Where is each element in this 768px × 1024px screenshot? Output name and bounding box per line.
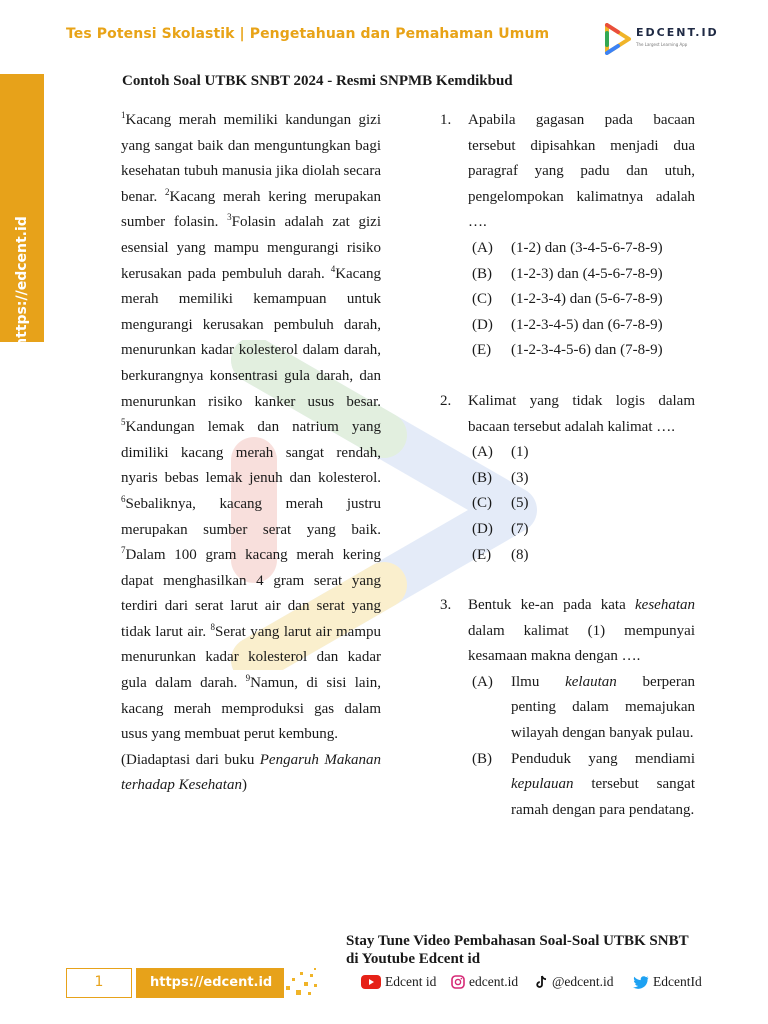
passage-source: [121, 748, 381, 799]
option-label: (A): [472, 444, 493, 461]
question-text: [468, 593, 695, 670]
option-text: (7): [511, 520, 529, 537]
edcent-logo-icon: [604, 23, 632, 55]
option-text-part: tersebut sangat ramah dengan para pendatang.: [511, 776, 695, 818]
sentence: Kandungan lemak dan natrium yang dimiliki kacang merah sangat rendah, nyaris bebas lemak jenuh dan kolesterol.: [121, 419, 381, 487]
option-label: (C): [472, 291, 492, 308]
spacer: [440, 364, 695, 389]
instagram-handle: edcent.id: [469, 974, 519, 989]
document-title: Contoh Soal UTBK SNBT 2024 - Resmi SNPMB Kemdikbud: [122, 73, 513, 89]
page-number: 1: [66, 968, 132, 998]
option-a[interactable]: [468, 670, 695, 747]
sentence: Kacang merah memiliki kemampuan untuk mengurangi kerusakan pembuluh darah, menurunkan kadar kolesterol dalam darah, berkurangnya konsentrasi gula darah, dan menurunkan risiko kanker usus besar.: [121, 265, 381, 410]
twitter-handle: EdcentId: [653, 974, 702, 989]
youtube-icon: [361, 975, 381, 989]
option-text-italic: kepulauan: [511, 776, 574, 793]
footer-decoration-icon: [284, 966, 320, 1000]
source-title: Pengaruh Makanan terhadap Kesehatan: [121, 751, 381, 794]
option-list: [468, 236, 695, 364]
option-label: (A): [472, 239, 493, 256]
sentence-number: 9: [245, 673, 251, 684]
option-e[interactable]: [468, 543, 695, 569]
option-text: [511, 670, 695, 747]
option-label: (D): [472, 316, 493, 333]
question-3: [440, 593, 695, 823]
footer-url-link[interactable]: https://edcent.id: [136, 968, 284, 998]
sentence: Kacang merah kering merupakan sumber folasin.: [121, 188, 382, 231]
promo-line-1: Stay Tune Video Pembahasan Soal-Soal UTBK SNBT: [346, 933, 689, 949]
twitter-icon: [633, 976, 649, 989]
option-text: (1-2) dan (3-4-5-6-7-8-9): [511, 239, 663, 256]
sentence-number: 5: [121, 417, 126, 428]
question-text: Kalimat yang tidak logis dalam bacaan tersebut adalah kalimat ….: [468, 392, 695, 435]
option-text: (5): [511, 495, 529, 512]
source-prefix: (Diadaptasi dari buku: [121, 751, 260, 768]
sentence-number: 1: [121, 110, 126, 120]
option-a[interactable]: [468, 440, 695, 466]
question-column: [440, 108, 695, 823]
promo-text: [346, 932, 746, 968]
passage-text: [121, 108, 381, 748]
tiktok-handle: @edcent.id: [552, 974, 614, 989]
option-e[interactable]: [468, 338, 695, 364]
option-text: [511, 747, 695, 824]
option-text: (3): [511, 469, 529, 486]
question-text-part: Bentuk ke-an pada kata: [468, 597, 636, 614]
option-text: (1-2-3) dan (4-5-6-7-8-9): [511, 265, 663, 282]
option-a[interactable]: [468, 236, 695, 262]
edcent-logo[interactable]: [604, 22, 719, 56]
question-2: [440, 389, 695, 568]
sentence: Folasin adalah zat gizi esensial yang mampu mengurangi risiko kerusakan pada pembuluh darah.: [121, 214, 381, 282]
sentence: Kacang merah memiliki kandungan gizi yang sangat baik dan menguntungkan bagi kesehatan tubuh manusia jika diolah secara benar.: [121, 112, 381, 205]
side-band-url[interactable]: https://edcent.id: [14, 216, 30, 348]
youtube-handle: Edcent id: [385, 974, 437, 989]
option-label: (A): [472, 673, 493, 690]
question-text-italic: kesehatan: [635, 597, 695, 614]
option-label: (C): [472, 495, 492, 512]
option-text-italic: kelautan: [565, 673, 617, 690]
sentence: Dalam 100 gram kacang merah kering dapat menghasilkan 4 gram serat yang terdiri dari serat larut air dan serat yang tidak larut air.: [121, 547, 381, 640]
twitter-link[interactable]: [633, 974, 702, 990]
source-suffix: ): [241, 777, 247, 794]
option-label: (B): [472, 265, 492, 282]
instagram-icon: [451, 975, 465, 989]
sentence-number: 8: [210, 621, 216, 632]
logo-tagline: The Largest Learning App: [636, 42, 688, 47]
youtube-link[interactable]: [361, 974, 436, 990]
option-text: (1-2-3-4) dan (5-6-7-8-9): [511, 291, 663, 308]
option-label: (B): [472, 750, 492, 767]
option-list: [468, 440, 695, 568]
option-label: (D): [472, 520, 493, 537]
option-text: (1): [511, 444, 529, 461]
reading-passage: [121, 108, 381, 799]
instagram-link[interactable]: [451, 974, 518, 990]
sentence-number: 4: [330, 263, 336, 274]
tiktok-icon: [536, 975, 548, 989]
sentence: Namun, di sisi lain, kacang merah memproduksi gas dalam usus yang membuat perut kembung.: [121, 675, 381, 743]
option-label: (E): [472, 342, 492, 359]
option-text-part: Penduduk yang mendiami: [511, 750, 695, 767]
option-d[interactable]: [468, 517, 695, 543]
sentence-number: 2: [165, 186, 170, 197]
option-text-part: berperan penting dalam memajukan wilayah dengan banyak pulau.: [511, 673, 695, 742]
logo-wordmark: EDCENT.ID: [636, 26, 719, 39]
option-b[interactable]: [468, 262, 695, 288]
option-text: (1-2-3-4-5) dan (6-7-8-9): [511, 316, 663, 333]
question-number: 1.: [440, 112, 452, 128]
question-1: [440, 108, 695, 364]
option-text-part: Ilmu: [511, 673, 566, 690]
option-c[interactable]: [468, 287, 695, 313]
option-d[interactable]: [468, 313, 695, 339]
promo-line-2: di Youtube Edcent id: [346, 951, 481, 967]
option-label: (E): [472, 546, 492, 563]
sentence: Serat yang larut air mampu menurunkan kadar kolesterol dan kadar gula dalam darah.: [121, 623, 381, 692]
spacer: [440, 568, 695, 593]
question-text-part: dalam kalimat (1) mempunyai kesamaan makna dengan ….: [468, 622, 695, 665]
option-label: (B): [472, 469, 492, 486]
option-c[interactable]: [468, 491, 695, 517]
option-list: [468, 670, 695, 824]
question-number: 2.: [440, 392, 452, 409]
question-text: Apabila gagasan pada bacaan tersebut dipisahkan menjadi dua paragraf yang padu dan utuh, pengelompokan kalimatnya adalah ….: [468, 112, 695, 231]
sentence-number: 3: [227, 212, 232, 223]
option-b[interactable]: [468, 466, 695, 492]
sentence-number: 7: [121, 545, 126, 556]
question-number: 3.: [440, 597, 452, 614]
sentence: Sebaliknya, kacang merah justru merupakan sumber serat yang baik.: [121, 495, 381, 538]
side-band: [0, 74, 44, 348]
option-text: (8): [511, 546, 529, 563]
sentence-number: 6: [121, 493, 126, 504]
tiktok-link[interactable]: [536, 974, 614, 990]
header-title: Tes Potensi Skolastik | Pengetahuan dan Pemahaman Umum: [66, 26, 550, 42]
option-b[interactable]: [468, 747, 695, 824]
option-text: (1-2-3-4-5-6) dan (7-8-9): [511, 342, 663, 359]
